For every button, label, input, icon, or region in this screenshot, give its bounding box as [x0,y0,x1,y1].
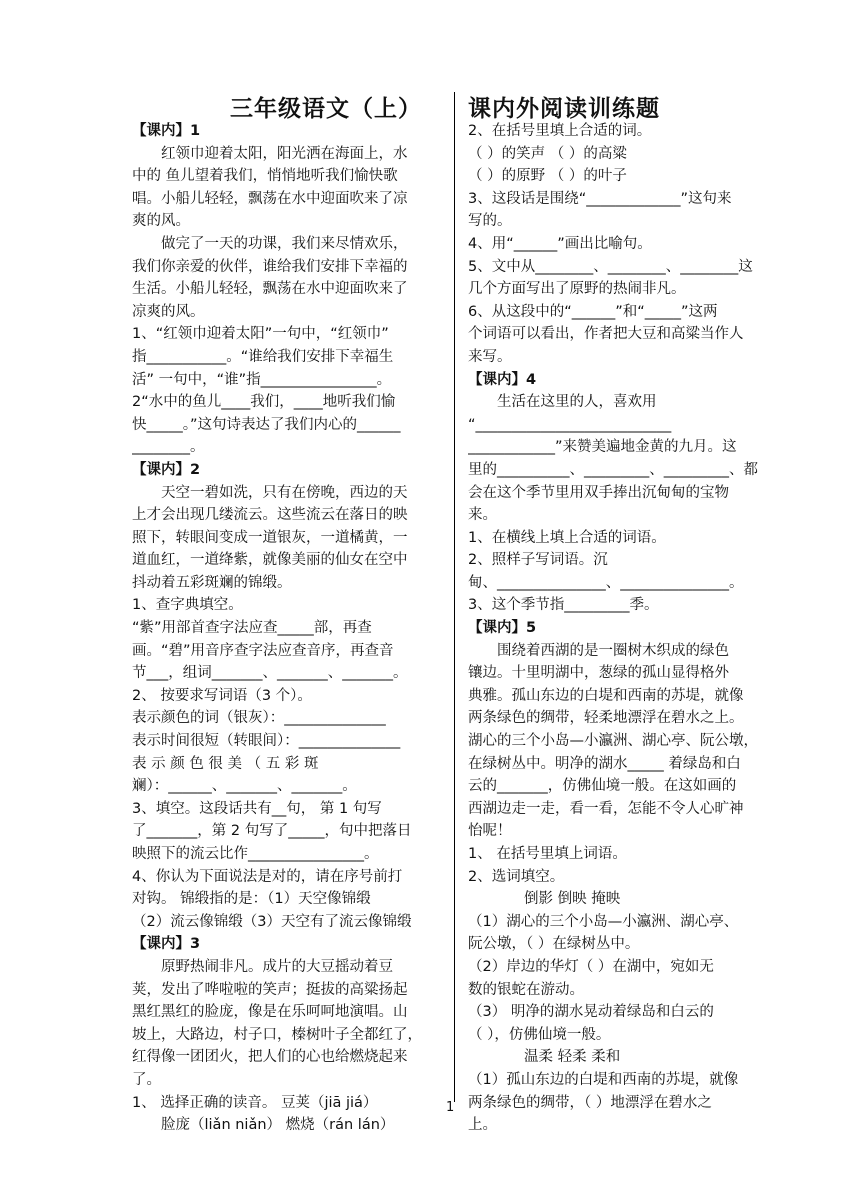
text-line: （3） 明净的湖水晃动着绿岛和白云的 [468,1004,714,1021]
text-line: （ ）的笑声 （ ）的高粱 [468,145,627,162]
text-line: 围绕着西湖的是一圈树木织成的绿色 [468,642,729,659]
text-line: 爽的风。 [132,213,190,230]
text-line: 1、查字典填空。 [132,597,243,614]
text-line: 天空一碧如洗，只有在傍晚，西边的天 [132,484,408,501]
text-line: （1）孤山东边的白堤和西南的苏堤，就像 [468,1071,739,1088]
text-line: 我们你亲爱的伙伴，谁给我们安排下幸福的 [132,258,408,275]
page-title-right: 课内外阅读训练题 [468,96,660,122]
left-column [132,120,438,1137]
text-line: 云的_______，仿佛仙境一般。在这如画的 [468,778,737,795]
text-line: ________。 [132,439,205,456]
text-line: 2、 按要求写词语（3 个）。 [132,687,312,704]
text-line: 活” 一句中，“谁”指________________。 [132,371,392,388]
text-line: 2、在括号里填上合适的词。 [468,123,652,139]
section-heading: 【课内】5 [468,620,537,637]
text-line: （ ），仿佛仙境一般。 [468,1026,611,1043]
text-line: 生活在这里的人，喜欢用 [468,394,657,411]
text-line: 1、 在括号里填上词语。 [468,846,627,862]
text-line: 2、选词填空。 [468,868,565,885]
text-line: 3、这段话是围绕“_____________”这句来 [468,190,732,207]
text-line: 倒影 倒映 掩映 [524,891,621,908]
text-line: 表示时间很短（转眼间）：______________ [132,733,401,750]
text-line: 5、文中从________、________、________这 [468,258,753,275]
text-line: 了_______，第 2 句写了_____，句中把落日 [132,823,412,840]
text-line: 上才会出现几缕流云。这些流云在落日的映 [132,507,408,524]
text-line: 湖心的三个小岛—小瀛洲、湖心亭、阮公墩， [468,733,758,750]
text-line: 生活。小船儿轻轻，飘荡在水中迎面吹来了 [132,281,408,298]
text-line: 来。 [468,507,497,524]
text-line: 快_____。”这句诗表达了我们内心的______ [132,416,401,433]
text-line: 红领巾迎着太阳，阳光洒在海面上，水 [132,145,408,162]
text-line: 来写。 [468,348,512,365]
text-line: 脸庞（liǎn niǎn） 燃烧（rán lán） [132,1117,395,1134]
text-line: 1、在横线上填上合适的词语。 [468,529,666,546]
text-line: 4、你认为下面说法是对的，请在序号前打 [132,868,403,885]
column-divider [454,92,455,1102]
text-line: 黑红黑红的脸庞，像是在乐呵呵地演唱。山 [132,1004,408,1021]
text-line: 数的银蛇在游动。 [468,981,584,998]
text-line: 凉爽的风。 [132,303,205,320]
text-line: 西湖边走一走，看一看，怎能不令人心旷神 [468,800,744,817]
text-line: 表示颜色的词（银灰）：______________ [132,710,386,727]
text-line: 映照下的流云比作________________。 [132,846,379,862]
text-line: 甸、_______________、_______________。 [468,574,744,591]
text-line: 温柔 轻柔 柔和 [524,1049,621,1066]
text-line: 里的__________、_________、_________、都 [468,461,758,478]
text-line: （2）岸边的华灯（ ）在湖中，宛如无 [468,958,714,975]
text-line: ____________”来赞美遍地金黄的九月。这 [468,439,737,456]
text-line: 写的。 [468,213,512,230]
text-line: 3、填空。这段话共有__句， 第 1 句写 [132,800,382,817]
text-line: 怡呢！ [468,823,512,840]
text-line: 个词语可以看出，作者把大豆和高粱当作人 [468,326,744,343]
right-column [468,120,776,1137]
text-line: 2、照样子写词语。沉 [468,552,608,569]
text-line: 2“水中的鱼儿____我们，____地听我们愉 [132,394,396,411]
text-line: 斓）：______、_______、_______。 [132,778,357,795]
text-line: 节___，组词_______、_______、_______。 [132,665,408,682]
text-line: 4、用“______”画出比喻句。 [468,235,652,252]
text-line: 原野热闹非凡。成片的大豆摇动着豆 [132,958,393,975]
text-line: 3、这个季节指_________季。 [468,597,659,614]
text-line: （ ）的原野 （ ）的叶子 [468,168,627,185]
text-line: 红得像一团团火，把人们的心也给燃烧起来 [132,1049,408,1066]
text-line: 做完了一天的功课，我们来尽情欢乐， [132,235,408,252]
text-line: “___________________________ [468,416,672,433]
section-heading: 【课内】3 [132,936,201,953]
text-line: 镶边。十里明湖中，葱绿的孤山显得格外 [468,665,729,682]
text-line: 了。 [132,1071,161,1088]
text-line: 在绿树丛中。明净的湖水_____ 着绿岛和白 [468,755,741,772]
text-line: 上。 [468,1117,497,1134]
text-line: 阮公墩，（ ）在绿树丛中。 [468,936,640,953]
text-line: 指___________。“谁给我们安排下幸福生 [132,348,394,365]
section-heading: 【课内】2 [132,461,201,478]
text-line: 6、从这段中的“______”和“_____”这两 [468,303,718,320]
text-line: 荚，发出了哗啦啦的笑声；挺拔的高粱扬起 [132,981,408,998]
text-line: 中的 鱼儿望着我们，悄悄地听我们愉快歌 [132,168,398,185]
section-heading: 【课内】1 [132,123,201,139]
text-line: 坡上，大路边，村子口，榛树叶子全都红了， [132,1026,422,1043]
text-line: 会在这个季节里用双手捧出沉甸甸的宝物 [468,484,729,501]
text-line: 两条绿色的绸带，轻柔地漂浮在碧水之上。 [468,710,744,727]
text-line: 1、 选择正确的读音。 豆荚（jiā jiá） [132,1094,378,1111]
page-title-left: 三年级语文（上） [230,96,422,122]
page-number: 1 [446,1100,455,1115]
section-heading: 【课内】4 [468,371,537,388]
text-line: （2）流云像锦缎（3）天空有了流云像锦缎 [132,913,412,930]
text-line: 几个方面写出了原野的热闹非凡。 [468,281,686,298]
text-line: 表 示 颜 色 很 美 （ 五 彩 斑 [132,755,319,772]
text-line: 道血红，一道绛紫，就像美丽的仙女在空中 [132,552,408,569]
text-line: 唱。小船儿轻轻，飘荡在水中迎面吹来了凉 [132,190,408,207]
text-line: 典雅。孤山东边的白堤和西南的苏堤，就像 [468,687,744,704]
text-line: 抖动着五彩斑斓的锦缎。 [132,574,292,591]
text-line: 照下，转眼间变成一道银灰，一道橘黄，一 [132,529,408,546]
text-line: 两条绿色的绸带，（ ）地漂浮在碧水之 [468,1094,712,1111]
text-line: 1、“红领巾迎着太阳”一句中，“红领巾” [132,326,389,343]
text-line: “紫”用部首查字法应查_____部，再查 [132,620,372,637]
text-line: （1）湖心的三个小岛—小瀛洲、湖心亭、 [468,913,739,930]
text-line: 对钩。 锦缎指的是：（1）天空像锦缎 [132,891,371,908]
text-line: 画。“碧”用音序查字法应查音序，再查音 [132,642,394,659]
